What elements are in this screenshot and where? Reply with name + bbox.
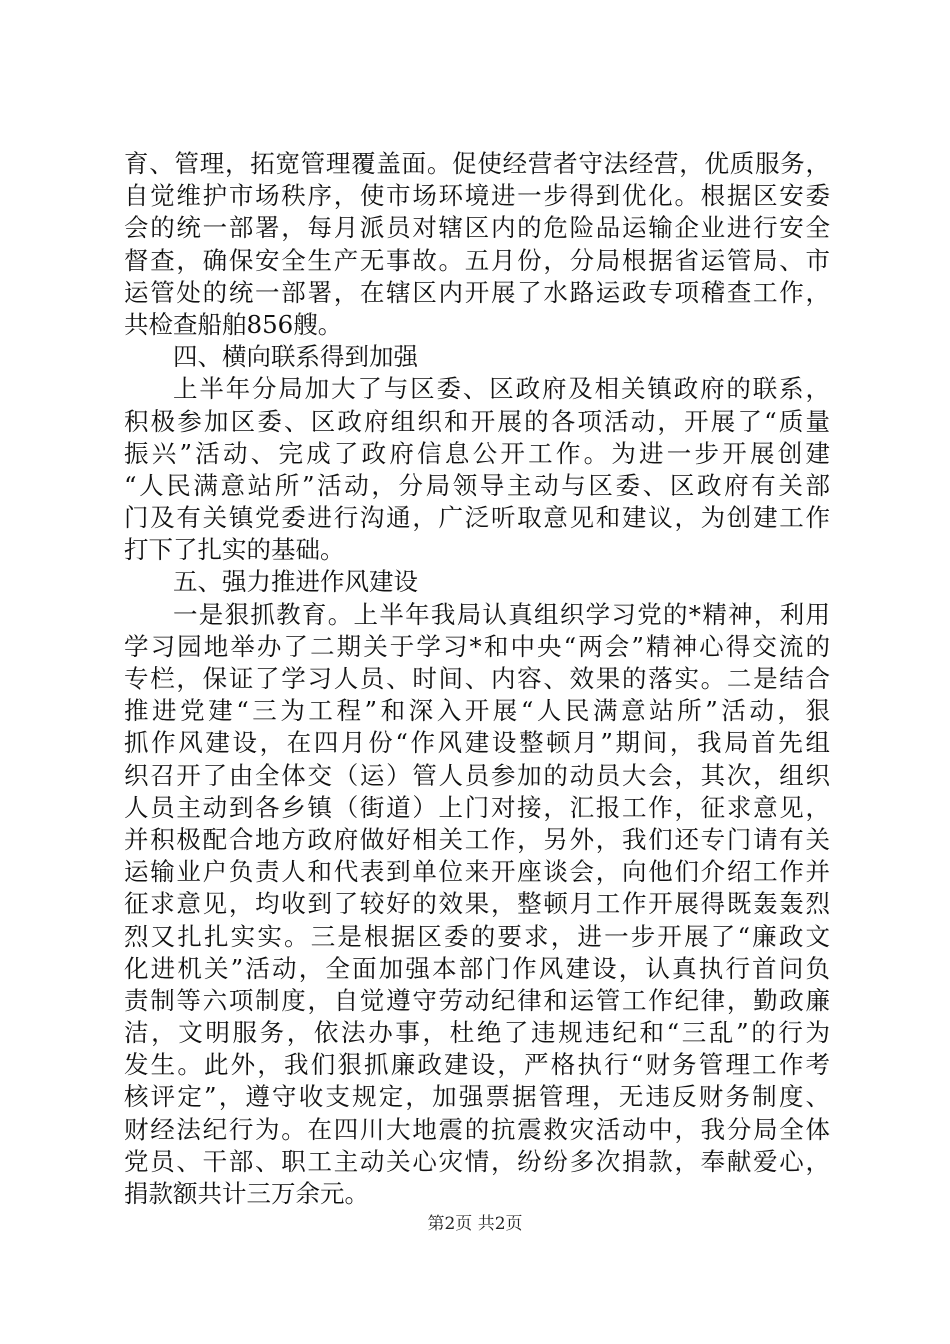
paragraph-line: 发生。此外，我们狠抓廉政建设，严格执行“财务管理工作考 bbox=[124, 1050, 830, 1080]
paragraph-line: 烈又扎扎实实。三是根据区委的要求，进一步开展了“廉政文 bbox=[124, 921, 830, 951]
paragraph-line: 人员主动到各乡镇（街道）上门对接，汇报工作，征求意见， bbox=[124, 792, 830, 822]
section-heading: 五、强力推进作风建设 bbox=[173, 567, 418, 597]
paragraph-line: 推进党建“三为工程”和深入开展“人民满意站所”活动，狠 bbox=[124, 696, 830, 726]
paragraph-line: 积极参加区委、区政府组织和开展的各项活动，开展了“质量 bbox=[124, 406, 830, 436]
paragraph-line: 打下了扎实的基础。 bbox=[124, 535, 345, 565]
paragraph-line: 并积极配合地方政府做好相关工作，另外，我们还专门请有关 bbox=[124, 824, 830, 854]
paragraph-line: 专栏，保证了学习人员、时间、内容、效果的落实。二是结合 bbox=[124, 664, 830, 693]
paragraph-line: 门及有关镇党委进行沟通，广泛听取意见和建议，为创建工作 bbox=[124, 503, 830, 533]
paragraph-line: 会的统一部署，每月派员对辖区内的危险品运输企业进行安全 bbox=[124, 213, 830, 243]
paragraph-line: 上半年分局加大了与区委、区政府及相关镇政府的联系， bbox=[173, 374, 830, 404]
document-body bbox=[124, 148, 830, 1210]
paragraph-line: 织召开了由全体交（运）管人员参加的动员大会，其次，组织 bbox=[124, 760, 830, 790]
paragraph-line: 运管处的统一部署，在辖区内开展了水路运政专项稽查工作， bbox=[124, 277, 830, 307]
paragraph-line: 洁，文明服务，依法办事，杜绝了违规违纪和“三乱”的行为 bbox=[124, 1018, 830, 1048]
paragraph-line: 征求意见，均收到了较好的效果，整顿月工作开展得既轰轰烈 bbox=[124, 889, 830, 919]
paragraph-line: 督查，确保安全生产无事故。五月份，分局根据省运管局、市 bbox=[124, 245, 830, 275]
paragraph-line: 化进机关”活动，全面加强本部门作风建设，认真执行首问负 bbox=[124, 953, 830, 983]
paragraph-line: 振兴”活动、完成了政府信息公开工作。为进一步开展创建 bbox=[124, 438, 830, 468]
paragraph-line: 党员、干部、职工主动关心灾情，纷纷多次捐款，奉献爱心， bbox=[124, 1146, 830, 1176]
paragraph-line: 捐款额共计三万余元。 bbox=[124, 1179, 369, 1208]
section-heading: 四、横向联系得到加强 bbox=[173, 342, 418, 372]
paragraph-line: 财经法纪行为。在四川大地震的抗震救灾活动中，我分局全体 bbox=[124, 1114, 830, 1144]
paragraph-line: “人民满意站所”活动，分局领导主动与区委、区政府有关部 bbox=[124, 470, 830, 500]
paragraph-line: 一是狠抓教育。上半年我局认真组织学习党的*精神，利用 bbox=[173, 599, 830, 629]
page-number-footer: 第2页 共2页 bbox=[427, 1214, 523, 1234]
paragraph-line: 核评定”，遵守收支规定，加强票据管理，无违反财务制度、 bbox=[124, 1082, 830, 1112]
paragraph-line: 责制等六项制度，自觉遵守劳动纪律和运管工作纪律，勤政廉 bbox=[124, 985, 830, 1015]
paragraph-line: 运输业户负责人和代表到单位来开座谈会，向他们介绍工作并 bbox=[124, 857, 830, 887]
paragraph-line: 共检查船舶856艘。 bbox=[124, 309, 343, 339]
paragraph-line: 学习园地举办了二期关于学习*和中央“两会”精神心得交流的 bbox=[124, 631, 830, 661]
paragraph-line: 育、管理，拓宽管理覆盖面。促使经营者守法经营，优质服务， bbox=[124, 149, 830, 178]
paragraph-line: 自觉维护市场秩序，使市场环境进一步得到优化。根据区安委 bbox=[124, 181, 830, 211]
paragraph-line: 抓作风建设，在四月份“作风建设整顿月”期间，我局首先组 bbox=[124, 728, 830, 758]
